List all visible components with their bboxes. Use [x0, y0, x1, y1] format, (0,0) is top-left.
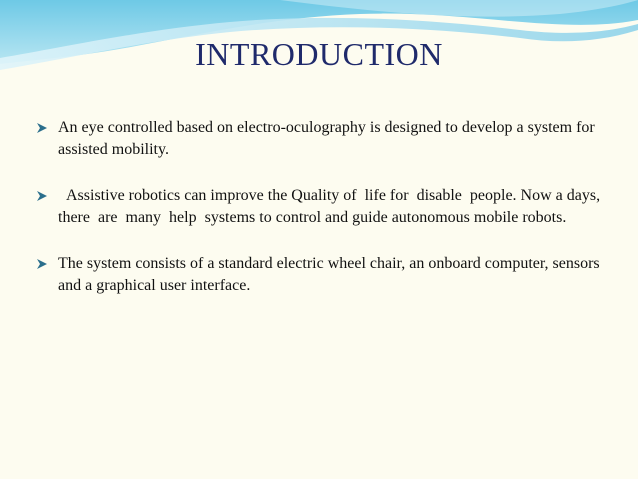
- bullet-text: The system consists of a standard electric wheel chair, an onboard computer, sensors and a graphical user interface.: [58, 255, 600, 294]
- bullet-item: [24, 253, 604, 297]
- arrowhead-bullet-icon: [36, 122, 48, 134]
- arrowhead-bullet-icon: [36, 190, 48, 202]
- bullet-list: [24, 117, 604, 321]
- bullet-item: [24, 117, 604, 161]
- bullet-item: [24, 185, 604, 229]
- bullet-text: An eye controlled based on electro-oculography is designed to develop a system for assisted mobility.: [58, 119, 595, 158]
- slide-title: INTRODUCTION: [195, 36, 443, 72]
- bullet-text: Assistive robotics can improve the Quality of life for disable people. Now a days, there are many help systems to control and guide autonomous mobile robots.: [58, 187, 605, 226]
- arrowhead-bullet-icon: [36, 258, 48, 270]
